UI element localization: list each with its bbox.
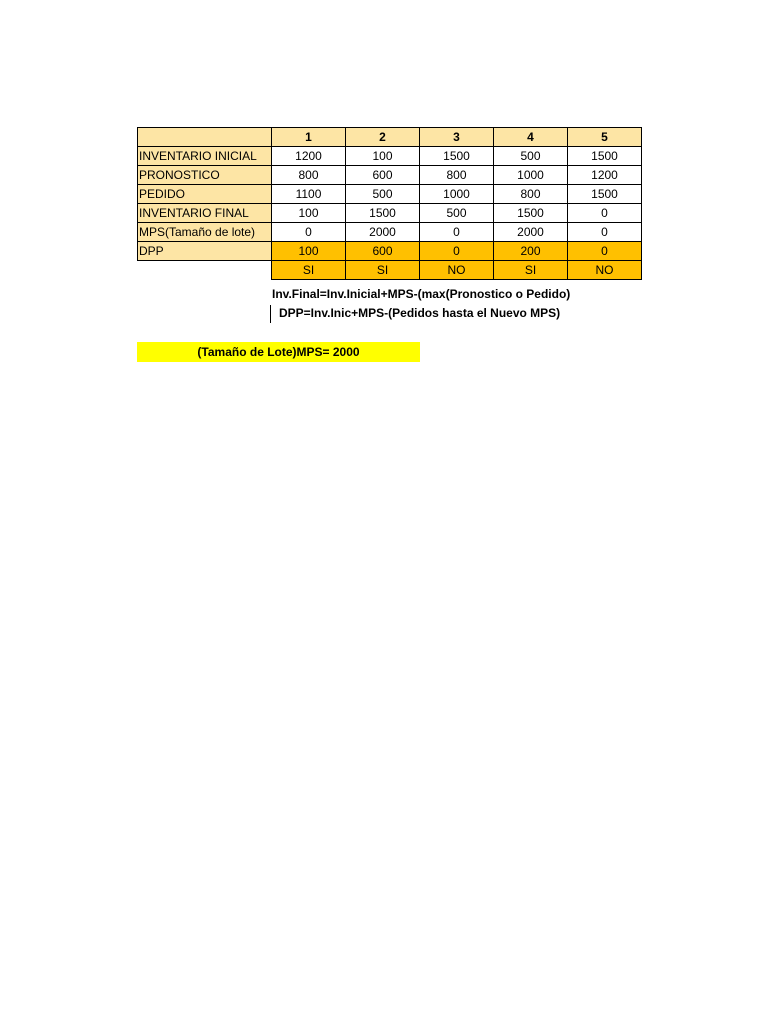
flag-cell: SI — [494, 261, 568, 280]
row-label: MPS(Tamaño de lote) — [138, 223, 272, 242]
table-cell: 500 — [420, 204, 494, 223]
row-label: DPP — [138, 242, 272, 261]
dpp-formula: DPP=Inv.Inic+MPS-(Pedidos hasta el Nuevo MPS) — [270, 305, 560, 323]
table-cell: 1100 — [272, 185, 346, 204]
table-cell: 100 — [272, 204, 346, 223]
table-cell: 200 — [494, 242, 568, 261]
row-dpp — [138, 242, 642, 261]
inv-final-formula: Inv.Final=Inv.Inicial+MPS-(max(Pronostico o Pedido) — [272, 287, 571, 301]
flags-blank-cell — [138, 261, 272, 280]
flag-cell: SI — [272, 261, 346, 280]
table-cell: 1500 — [568, 147, 642, 166]
table-cell: 1500 — [420, 147, 494, 166]
table-cell: 1500 — [494, 204, 568, 223]
header-row — [138, 128, 642, 147]
row-inventario-inicial — [138, 147, 642, 166]
period-header: 1 — [272, 128, 346, 147]
row-inventario-final — [138, 204, 642, 223]
flag-cell: NO — [420, 261, 494, 280]
table-cell: 2000 — [494, 223, 568, 242]
table-cell: 0 — [568, 223, 642, 242]
table-cell: 100 — [272, 242, 346, 261]
period-header: 5 — [568, 128, 642, 147]
row-pronostico — [138, 166, 642, 185]
flag-cell: SI — [346, 261, 420, 280]
table-cell: 0 — [420, 242, 494, 261]
table-cell: 2000 — [346, 223, 420, 242]
table-cell: 1200 — [568, 166, 642, 185]
flag-cell: NO — [568, 261, 642, 280]
table-cell: 1000 — [420, 185, 494, 204]
lot-size-banner: (Tamaño de Lote)MPS= 2000 — [137, 342, 420, 362]
table-cell: 0 — [272, 223, 346, 242]
table-cell: 500 — [346, 185, 420, 204]
period-header: 2 — [346, 128, 420, 147]
table-cell: 800 — [420, 166, 494, 185]
row-label: INVENTARIO FINAL — [138, 204, 272, 223]
row-label: PRONOSTICO — [138, 166, 272, 185]
row-label: INVENTARIO INICIAL — [138, 147, 272, 166]
table-cell: 1500 — [346, 204, 420, 223]
table-cell: 0 — [420, 223, 494, 242]
table-cell: 0 — [568, 242, 642, 261]
mps-table — [137, 127, 642, 280]
table-cell: 1200 — [272, 147, 346, 166]
table-cell: 100 — [346, 147, 420, 166]
table-cell: 800 — [272, 166, 346, 185]
header-corner-cell — [138, 128, 272, 147]
table-cell: 1500 — [568, 185, 642, 204]
row-mps — [138, 223, 642, 242]
row-flags — [138, 261, 642, 280]
period-header: 3 — [420, 128, 494, 147]
table-cell: 600 — [346, 242, 420, 261]
table-cell: 1000 — [494, 166, 568, 185]
table-cell: 600 — [346, 166, 420, 185]
table-cell: 500 — [494, 147, 568, 166]
row-label: PEDIDO — [138, 185, 272, 204]
period-header: 4 — [494, 128, 568, 147]
row-pedido — [138, 185, 642, 204]
table-cell: 0 — [568, 204, 642, 223]
table-cell: 800 — [494, 185, 568, 204]
